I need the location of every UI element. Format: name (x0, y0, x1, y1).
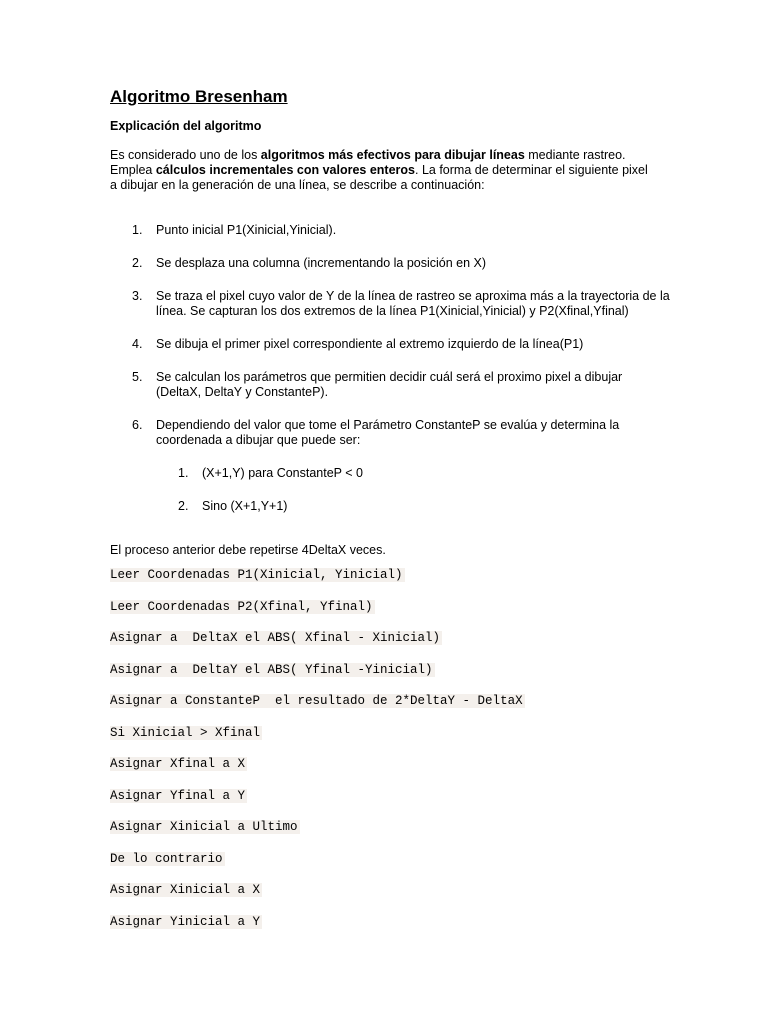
list-number: 4. (132, 337, 143, 351)
code-line (110, 726, 525, 741)
code-line-text: Si Xinicial > Xfinal (110, 725, 261, 740)
list-item (110, 370, 670, 400)
code-line (110, 600, 525, 615)
intro-bold-1: algoritmos más efectivos para dibujar líneas (260, 148, 525, 162)
code-line-text: Asignar a DeltaY el ABS( Yfinal -Yinicial) (110, 662, 433, 677)
sub-list-item (156, 466, 670, 481)
list-text: Se calculan los parámetros que permitien decidir cuál será el proximo pixel a dibujar (DeltaX, DeltaY y ConstanteP). (156, 370, 623, 399)
code-line (110, 631, 525, 646)
list-item (110, 337, 670, 352)
code-line-text: Asignar Xinicial a X (110, 883, 261, 897)
list-text: Sino (X+1,Y+1) (202, 499, 288, 513)
code-line-text: De lo contrario (110, 851, 223, 866)
list-text: Se desplaza una columna (incrementando la posición en X) (156, 256, 487, 270)
outro-paragraph: El proceso anterior debe repetirse 4DeltaX veces. (110, 543, 386, 557)
list-text: Se dibuja el primer pixel correspondiente al extremo izquierdo de la línea(P1) (156, 337, 584, 351)
list-number: 6. (132, 418, 143, 432)
list-item (110, 289, 670, 319)
pseudocode-block (110, 568, 525, 946)
sub-list-item (156, 499, 670, 514)
code-line-text: Asignar Xfinal a X (110, 757, 246, 771)
intro-bold-2: cálculos incrementales con valores enteros (155, 163, 416, 177)
code-line-text: Asignar Yfinal a Y (110, 788, 246, 803)
list-text: (X+1,Y) para ConstanteP < 0 (202, 466, 363, 480)
code-line-text: Asignar a ConstanteP el resultado de 2*DeltaY - DeltaX (110, 694, 523, 708)
code-line-text: Asignar Xinicial a Ultimo (110, 820, 298, 834)
document-title: Algoritmo Bresenham (110, 87, 288, 106)
intro-text-2: mediante rastreo. Emplea (110, 148, 626, 177)
code-line (110, 820, 525, 835)
code-line (110, 789, 525, 804)
code-line-text: Asignar Yinicial a Y (110, 914, 261, 929)
list-number: 2. (178, 499, 189, 513)
list-item (110, 418, 670, 514)
steps-list (110, 223, 670, 532)
code-line (110, 568, 525, 583)
list-item (110, 256, 670, 271)
intro-paragraph (110, 148, 650, 193)
list-number: 1. (132, 223, 143, 237)
code-line (110, 915, 525, 930)
list-item (110, 223, 670, 238)
code-line-text: Leer Coordenadas P1(Xinicial, Yinicial) (110, 568, 403, 582)
code-line (110, 694, 525, 709)
list-number: 1. (178, 466, 189, 480)
substeps-list (156, 466, 670, 514)
code-line (110, 663, 525, 678)
intro-text-1: Es considerado uno de los (110, 148, 261, 162)
list-text: Dependiendo del valor que tome el Parámetro ConstanteP se evalúa y determina la coordenada a dibujar que puede ser: (156, 418, 620, 447)
code-line (110, 852, 525, 867)
list-text: Se traza el pixel cuyo valor de Y de la línea de rastreo se aproxima más a la trayectoria de la línea. Se capturan los dos extremos de la línea P1(Xinicial,Yinicial) y P2(Xfinal,Yfinal) (156, 289, 670, 318)
list-text: Punto inicial P1(Xinicial,Yinicial). (156, 223, 337, 237)
intro-text-3: . La forma de determinar el siguiente pixel a dibujar en la generación de una línea, se describe a continuación: (110, 163, 648, 192)
list-number: 2. (132, 256, 143, 270)
list-number: 3. (132, 289, 143, 303)
code-line (110, 883, 525, 898)
code-line-text: Asignar a DeltaX el ABS( Xfinal - Xinicial) (110, 631, 441, 645)
section-heading: Explicación del algoritmo (110, 119, 262, 133)
code-line (110, 757, 525, 772)
code-line-text: Leer Coordenadas P2(Xfinal, Yfinal) (110, 599, 373, 614)
list-number: 5. (132, 370, 143, 384)
